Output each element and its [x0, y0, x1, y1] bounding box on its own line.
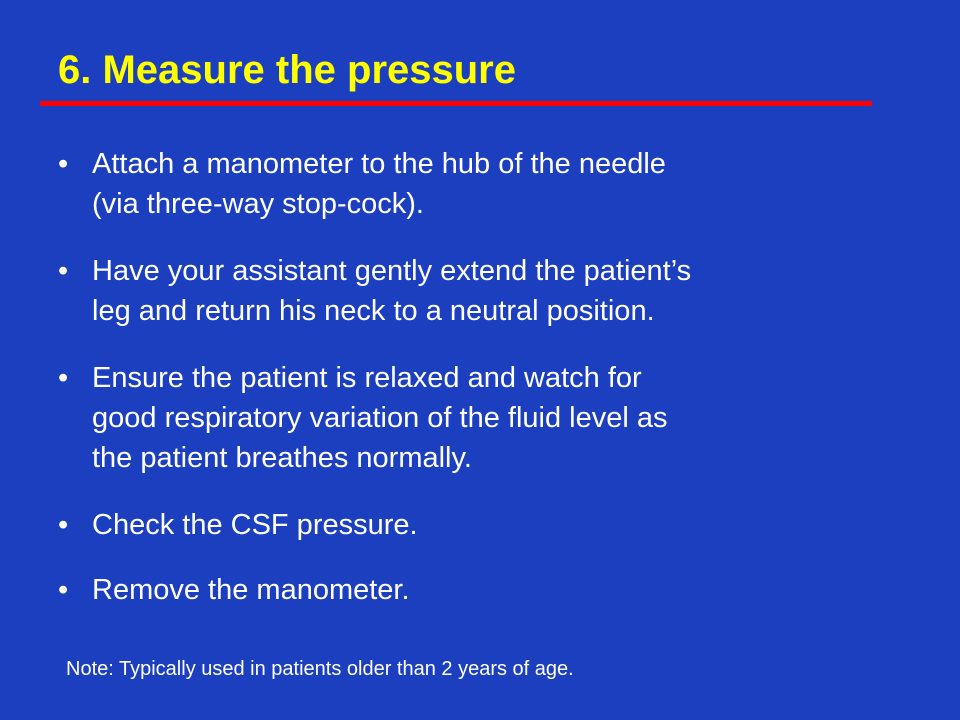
bullet-marker: •: [58, 362, 69, 394]
bullet-item-extend-leg: [58, 251, 888, 331]
bullet-marker: •: [58, 509, 69, 541]
bullet-text: Ensure the patient is relaxed and watch for good respiratory variation of the fluid level as the patient breathes normally.: [92, 362, 668, 474]
slide-title: 6. Measure the pressure: [58, 48, 516, 92]
bullet-text: Have your assistant gently extend the patient’s leg and return his neck to a neutral position.: [92, 255, 692, 327]
footnote: Note: Typically used in patients older than 2 years of age.: [66, 658, 574, 680]
bullet-marker: •: [58, 574, 69, 606]
bullet-item-ensure-relaxed: [58, 358, 888, 478]
bullet-item-remove-manometer: [58, 570, 888, 610]
bullet-marker: •: [58, 255, 69, 287]
bullet-item-check-csf: [58, 505, 888, 545]
bullet-text: Attach a manometer to the hub of the needle (via three-way stop-cock).: [92, 148, 666, 220]
bullet-text: Check the CSF pressure.: [92, 509, 418, 541]
bullet-item-attach-manometer: [58, 144, 888, 224]
bullet-text: Remove the manometer.: [92, 574, 410, 606]
bullet-marker: •: [58, 148, 69, 180]
